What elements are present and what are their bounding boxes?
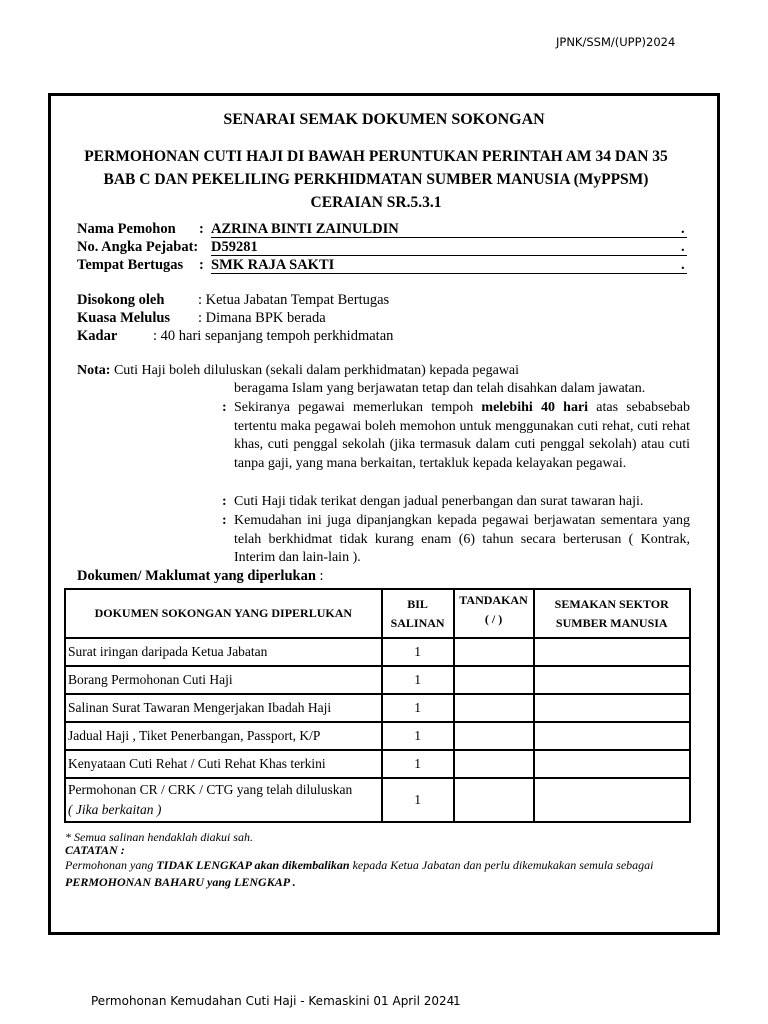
rate-value: : 40 hari sepanjang tempoh perkhidmatan [153,328,394,344]
document-text: Permohonan CR / CRK / CTG yang telah diluluskan [68,782,353,797]
supported-by-value: : Ketua Jabatan Tempat Bertugas [198,292,390,308]
table-row [65,750,690,778]
hr-check-cell[interactable] [534,666,691,694]
document-subtitle [0,145,752,214]
note-line-1 [77,362,519,381]
rate-label: Kadar [77,328,118,344]
note-bullet-2 [222,399,690,473]
tick-cell[interactable] [454,638,534,666]
tick-cell[interactable] [454,778,534,822]
workplace-value: SMK RAJA SAKTI [211,257,687,274]
note-label: Nota: [77,363,111,378]
approving-authority-label: Kuasa Melulus [77,310,171,326]
copies-cell: 1 [382,694,454,722]
dot: . [681,239,685,255]
header-tick [454,589,534,638]
table-row [65,778,690,822]
document-cell [65,778,382,822]
header-hr-check-line-2: SUMBER MANUSIA [555,615,668,630]
colon: : [199,221,204,237]
header-copies [382,589,454,638]
applicant-name-value: AZRINA BINTI ZAINULDIN [211,221,687,238]
supported-by-label: Disokong oleh [77,292,165,308]
bullet-colon: : [222,400,227,415]
page-number: 1 [453,994,461,1008]
note-text-1b: beragama Islam yang berjawatan tetap dan telah disahkan dalam jawatan. [234,381,646,396]
table-row [65,694,690,722]
note-bullet-3-text: Cuti Haji tidak terikat dengan jadual penerbangan dan surat tawaran haji. [234,494,644,509]
rate-row [77,328,394,345]
tick-cell[interactable] [454,750,534,778]
note-bullet-3 [222,493,690,512]
dot: . [681,221,685,237]
document-cell: Salinan Surat Tawaran Mengerjakan Ibadah Haji [65,694,382,722]
document-title: SENARAI SEMAK DOKUMEN SOKONGAN [223,111,545,128]
header-tick-line-1: TANDAKAN [459,593,528,607]
tick-cell[interactable] [454,722,534,750]
hr-check-cell[interactable] [534,778,691,822]
table-row [65,638,690,666]
required-documents-label: Dokumen/ Maklumat yang diperlukan [77,568,316,584]
hr-check-cell[interactable] [534,750,691,778]
copies-cell: 1 [382,778,454,822]
note-text-1: Cuti Haji boleh diluluskan (sekali dalam perkhidmatan) kepada pegawai [113,363,520,378]
colon: : [199,257,204,273]
copies-cell: 1 [382,638,454,666]
subtitle-line-3: CERAIAN SR.5.3.1 [310,194,442,211]
bullet-colon: : [222,494,227,509]
tick-cell[interactable] [454,666,534,694]
catatan-pre: Permohonan yang [65,858,157,872]
header-copies-line-1: BIL [407,596,428,611]
supporting-documents-table [64,588,691,823]
required-documents-heading [77,568,324,585]
header-hr-check [534,589,691,638]
office-number-value: D59281 [211,239,687,256]
subtitle-line-1: PERMOHONAN CUTI HAJI DI BAWAH PERUNTUKAN PERINTAH AM 34 DAN 35 [84,148,668,165]
table-header-row [65,589,690,638]
hr-check-cell[interactable] [534,722,691,750]
catatan-label: CATATAN : [65,843,125,857]
subtitle-line-2: BAB C DAN PEKELILING PERKHIDMATAN SUMBER MANUSIA (MyPPSM) [103,171,649,188]
header-hr-check-line-1: SEMAKAN SEKTOR [554,596,669,611]
workplace-label: Tempat Bertugas [77,257,184,273]
header-copies-line-2: SALINAN [390,615,445,630]
hr-check-cell[interactable] [534,638,691,666]
page-footer: Permohonan Kemudahan Cuti Haji - Kemaskini 01 April 2024 [91,994,455,1008]
table-row [65,666,690,694]
document-reference: JPNK/SSM/(UPP)2024 [556,35,676,49]
header-documents: DOKUMEN SOKONGAN YANG DIPERLUKAN [65,589,382,638]
document-cell: Surat iringan daripada Ketua Jabatan [65,638,382,666]
catatan-mid: kepada Ketua Jabatan dan perlu dikemukakan semula sebagai [349,858,654,872]
document-cell: Jadual Haji , Tiket Penerbangan, Passport, K/P [65,722,382,750]
required-colon: : [315,568,324,584]
header-tick-line-2: ( / ) [484,612,503,626]
copies-cell: 1 [382,750,454,778]
note-bullet-2-bold: melebihi 40 hari [481,400,589,415]
document-cell: Borang Permohonan Cuti Haji [65,666,382,694]
office-number-label: No. Angka Pejabat: [77,239,199,255]
approving-authority-value: : Dimana BPK berada [198,310,326,326]
catatan-line-2: PERMOHONAN BAHARU yang LENGKAP . [65,875,296,889]
note-bullet-2-post: atas sebabsebab tertentu maka pegawai boleh memohon untuk menggunakan cuti rehat, cuti rehat khas, cuti penggal sekolah (jika termasuk dalam cuti penggal sekolah) atau cuti tanpa gaji, yang mana berkaitan, tertakluk kepada kelayakan pegawai. [234,400,690,471]
document-cell: Kenyataan Cuti Rehat / Cuti Rehat Khas terkini [65,750,382,778]
copies-cell: 1 [382,666,454,694]
dot: . [681,257,685,273]
catatan-line-1 [65,858,654,873]
supported-by-row [77,292,390,309]
document-note: ( Jika berkaitan ) [68,802,162,817]
applicant-name-label: Nama Pemohon [77,221,176,237]
copies-cell: 1 [382,722,454,750]
approving-authority-row [77,310,326,327]
note-bullet-4 [222,512,690,568]
hr-check-cell[interactable] [534,694,691,722]
note-bullet-2-pre: Sekiranya pegawai memerlukan tempoh [234,400,482,415]
bullet-colon: : [222,513,227,528]
tick-cell[interactable] [454,694,534,722]
table-row [65,722,690,750]
note-bullet-4-text: Kemudahan ini juga dipanjangkan kepada pegawai berjawatan sementara yang telah berkhidmat tidak kurang enam (6) tahun secara berterusan ( Kontrak, Interim dan lain-lain ). [234,513,690,565]
catatan-bold-1: TIDAK LENGKAP akan dikembalikan [156,858,350,872]
footnote: * Semua salinan hendaklah diakui sah. [65,830,253,844]
